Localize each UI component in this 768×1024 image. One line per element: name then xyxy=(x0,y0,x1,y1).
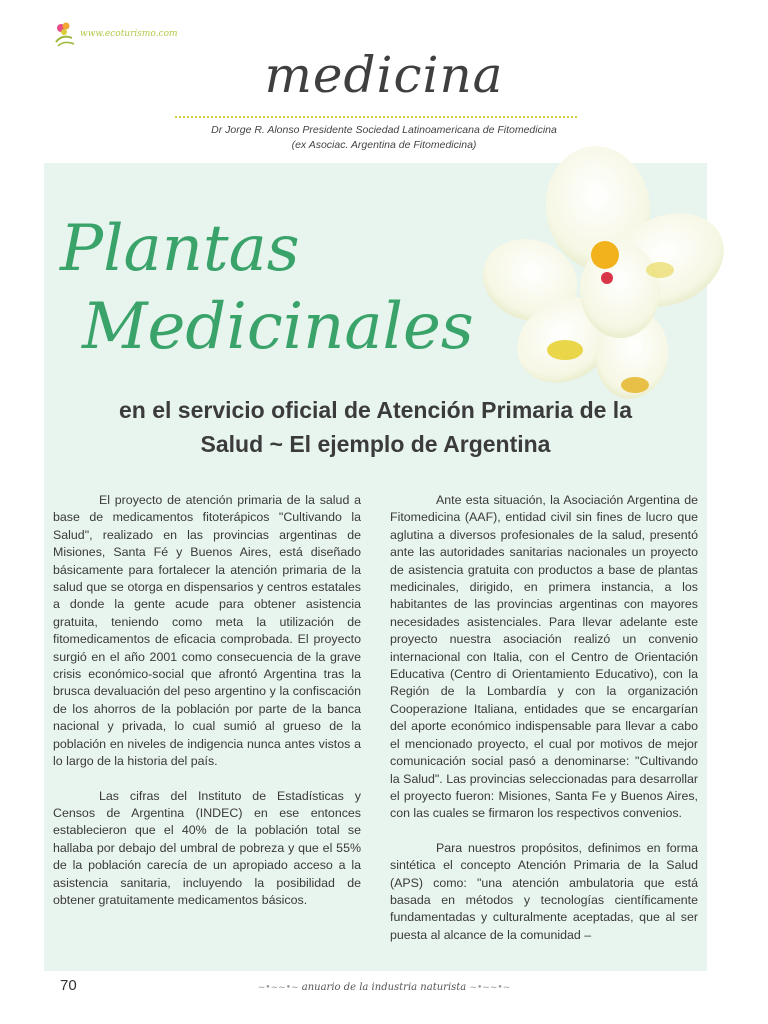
running-footer xyxy=(0,982,768,993)
byline-note: (ex Asociac. Argentina de Fitomedicina) xyxy=(291,139,477,151)
headline-line-1: Plantas xyxy=(60,212,300,286)
publication-name: anuario de la industria naturista xyxy=(301,982,467,993)
paragraph: Para nuestros propósitos, definimos en forma sintética el concepto Atención Primaria de la Salud (APS) como: "una atención ambulatoria que está basada en métodos y tecnologías científicamente fundamentadas y culturalmente aceptadas, que al ser puesta al alcance de la comunidad – xyxy=(390,840,698,942)
article-subtitle xyxy=(44,393,707,461)
headline-line-2: Medicinales xyxy=(82,290,474,364)
paragraph: El proyecto de atención primaria de la salud a base de medicamentos fitoterápicos "Cultivando la Salud", realizado en las provincias argentinas de Misiones, Santa Fé y Buenos Aires, está diseñado básicamente para fortalecer la atención primaria de la salud que se otorga en dispensarios y centros estatales a donde la gente acude para obtener asistencia gratuita, teniendo como meta la utilización de fitomedicamentos de eficacia comprobada. El proyecto surgió en el año 2001 como consecuencia de la grave crisis económico-social que afrontó Argentina tras la brusca devaluación del peso argentino y la confiscación de los ahorros de la población por parte de la banca nacional y privada, lo cual sumió al grueso de la población en niveles de indigencia nunca antes vistos a lo largo de la historia del país. xyxy=(53,493,361,769)
dotted-divider xyxy=(175,116,577,118)
article-headline xyxy=(60,210,474,366)
flower-logo-icon xyxy=(52,20,76,48)
left-column xyxy=(53,492,361,926)
ornament-left-icon: ~•~~•~ xyxy=(257,983,299,993)
ornament-right-icon: ~•~~•~ xyxy=(469,983,511,993)
byline-author: Dr Jorge R. Alonso Presidente Sociedad Latinoamericana de Fitomedicina xyxy=(211,124,557,136)
subtitle-line-1: en el servicio oficial de Atención Primaria de la xyxy=(118,397,632,423)
logo-text: www.ecoturismo.com xyxy=(80,29,178,39)
page-number: 70 xyxy=(60,977,77,994)
paragraph: Ante esta situación, la Asociación Argentina de Fitomedicina (AAF), entidad civil sin fines de lucro que aglutina a diversos profesionales de la salud, presentó ante las autoridades sanitarias nacionales un proyecto de asistencia gratuita con productos a base de plantas medicinales, dirigido, en primera instancia, a los habitantes de las provincias argentinas con mayores necesidades asistenciales. Para llevar adelante este proyecto nuestra asociación realizó un convenio internacional con Italia, con el Centro de Orientación Educativa (Centro di Orientamiento Educativo), con la Región de la Lombardía y con la organización Cooperazione Italiana, entidades que se encargarían del aporte económico indispensable para llevar a cabo el mencionado proyecto, el cual por motivos de mejor comunicación social pasó a denominarse: "Cultivando la Salud". Las provincias seleccionadas para desarrollar el proyecto fueron: Misiones, Santa Fe y Buenos Aires, con las cuales se firmaron los respectivos convenios. xyxy=(390,493,698,821)
section-title: medicina xyxy=(264,46,504,104)
subtitle-line-2: Salud ~ El ejemplo de Argentina xyxy=(200,431,551,457)
paragraph: Las cifras del Instituto de Estadísticas y Censos de Argentina (INDEC) en ese entonces establecieron que el 40% de la población total se hallaba por debajo del umbral de pobreza y que el 55% de la población carecía de un apropiado acceso a la asistencia sanitaria, incluyendo la posibilidad de obtener gratuitamente medicamentos básicos. xyxy=(53,788,361,907)
magnolia-flower-image xyxy=(470,140,730,405)
site-logo xyxy=(52,20,178,48)
right-column xyxy=(390,492,698,961)
